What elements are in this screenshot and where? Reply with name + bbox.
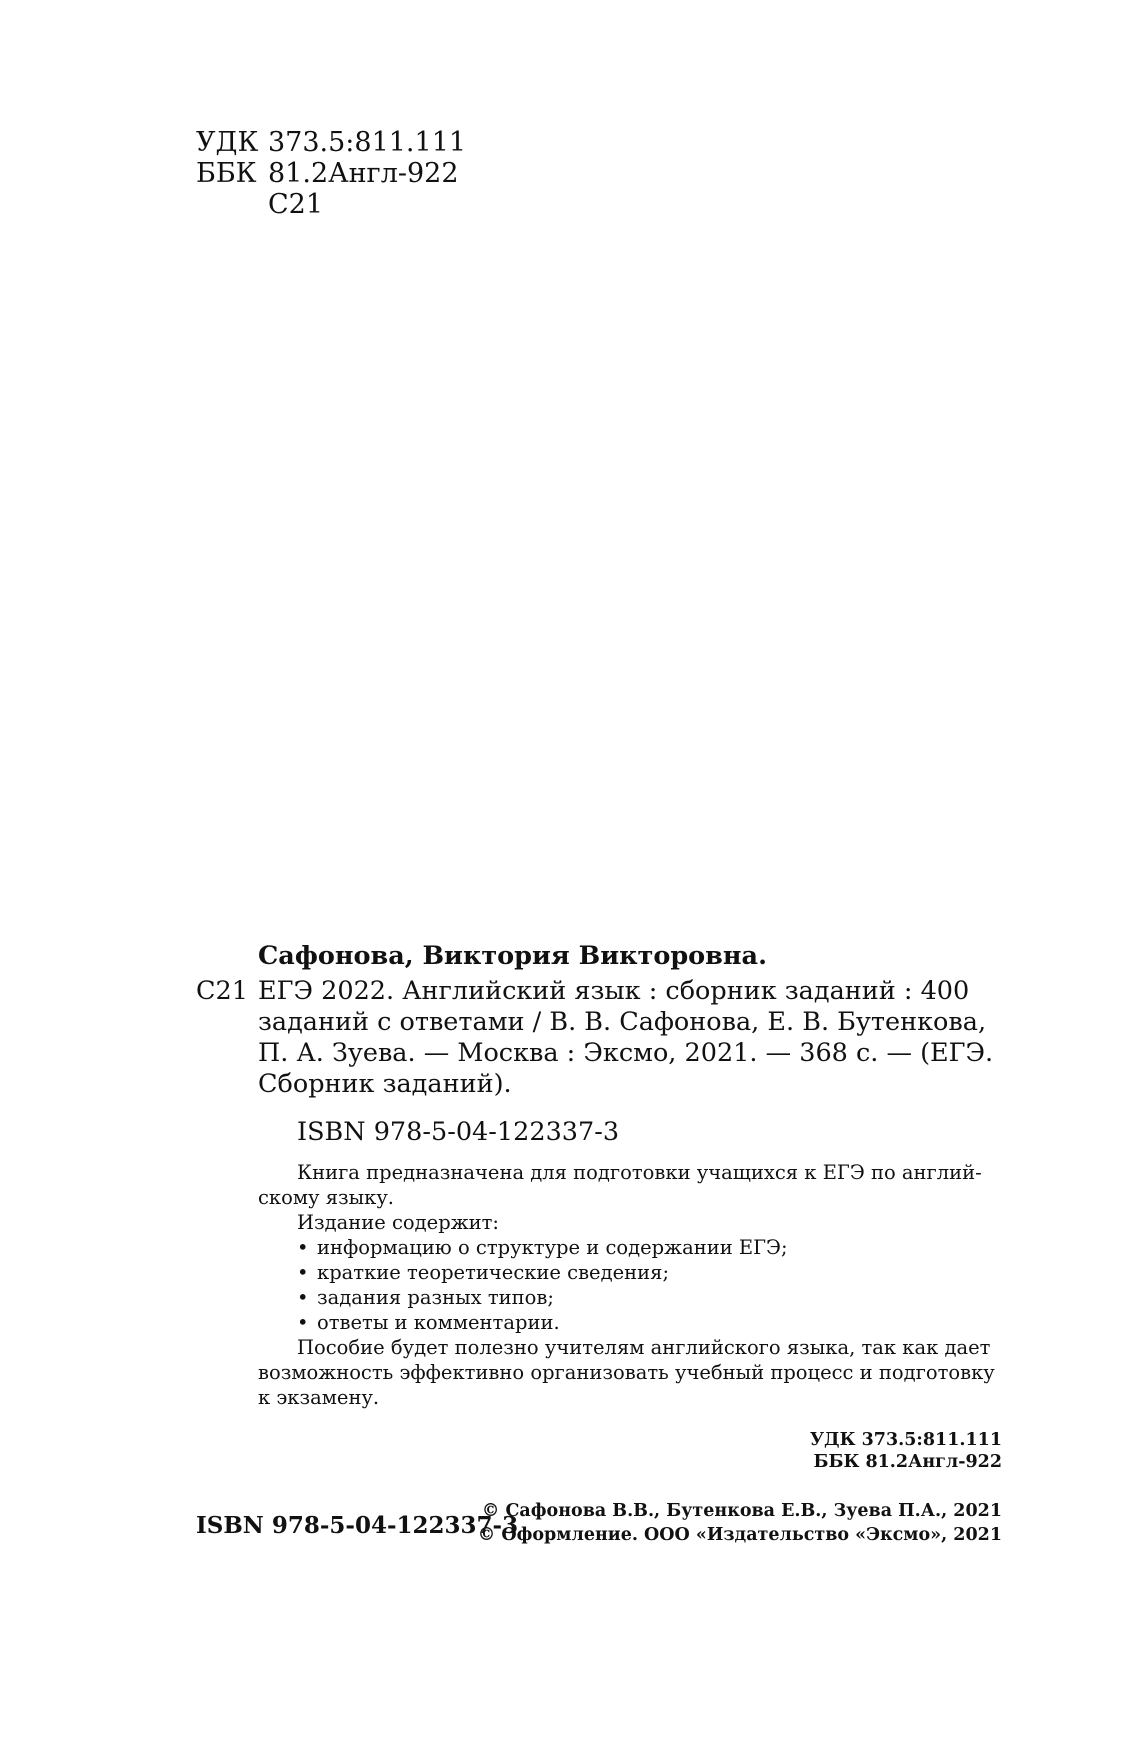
author-mark: С21 xyxy=(268,189,324,220)
annotation-closing-line: Пособие будет полезно учителям английского языка, так как дает xyxy=(297,1336,991,1359)
annotation-closing-line: к экзамену. xyxy=(258,1386,380,1409)
bib-description-line: П. А. Зуева. — Москва : Эксмо, 2021. — 368 с. — (ЕГЭ. xyxy=(258,1038,994,1068)
author-heading: Сафонова, Виктория Викторовна. xyxy=(258,941,767,971)
bullet-text: краткие теоретические сведения; xyxy=(317,1261,670,1284)
copyright-authors: © Сафонова В.В., Бутенкова Е.В., Зуева П.А., 2021 xyxy=(481,1501,1002,1521)
bib-description-line: заданий с ответами / В. В. Сафонова, Е. В. Бутенкова, xyxy=(258,1007,987,1037)
annotation-bullet-item xyxy=(297,1285,554,1310)
bib-isbn: ISBN 978-5-04-122337-3 xyxy=(297,1117,620,1147)
bullet-icon: • xyxy=(297,1286,309,1309)
bib-author-mark: С21 xyxy=(196,976,248,1006)
bullet-text: информацию о структуре и содержании ЕГЭ; xyxy=(317,1236,788,1259)
bullet-text: ответы и комментарии. xyxy=(317,1311,560,1334)
annotation-intro-line: Книга предназначена для подготовки учащихся к ЕГЭ по англий- xyxy=(297,1161,982,1184)
bullet-icon: • xyxy=(297,1236,309,1259)
annotation-bullet-item xyxy=(297,1235,788,1260)
bullet-icon: • xyxy=(297,1261,309,1284)
udk-bottom: УДК 373.5:811.111 xyxy=(809,1430,1002,1450)
annotation-intro-line: скому языку. xyxy=(258,1186,395,1209)
udk-code: 373.5:811.111 xyxy=(268,127,467,158)
bib-description-line: Сборник заданий). xyxy=(258,1069,512,1099)
bbk-bottom: ББК 81.2Англ-922 xyxy=(813,1452,1002,1472)
bib-description-line: ЕГЭ 2022. Английский язык : сборник заданий : 400 xyxy=(258,976,970,1006)
annotation-bullet-item xyxy=(297,1310,560,1335)
annotation-closing-line: возможность эффективно организовать учебный процесс и подготовку xyxy=(258,1361,995,1384)
udk-label: УДК xyxy=(196,127,259,158)
footer-isbn: ISBN 978-5-04-122337-3 xyxy=(196,1512,519,1539)
copyright-publisher: © Оформление. ООО «Издательство «Эксмо», 2021 xyxy=(477,1525,1002,1545)
annotation-bullet-item xyxy=(297,1260,669,1285)
annotation-contents-heading: Издание содержит: xyxy=(297,1211,499,1234)
bbk-code: 81.2Англ-922 xyxy=(268,158,459,189)
bbk-label: ББК xyxy=(196,158,257,189)
bullet-icon: • xyxy=(297,1311,309,1334)
bullet-text: задания разных типов; xyxy=(317,1286,554,1309)
